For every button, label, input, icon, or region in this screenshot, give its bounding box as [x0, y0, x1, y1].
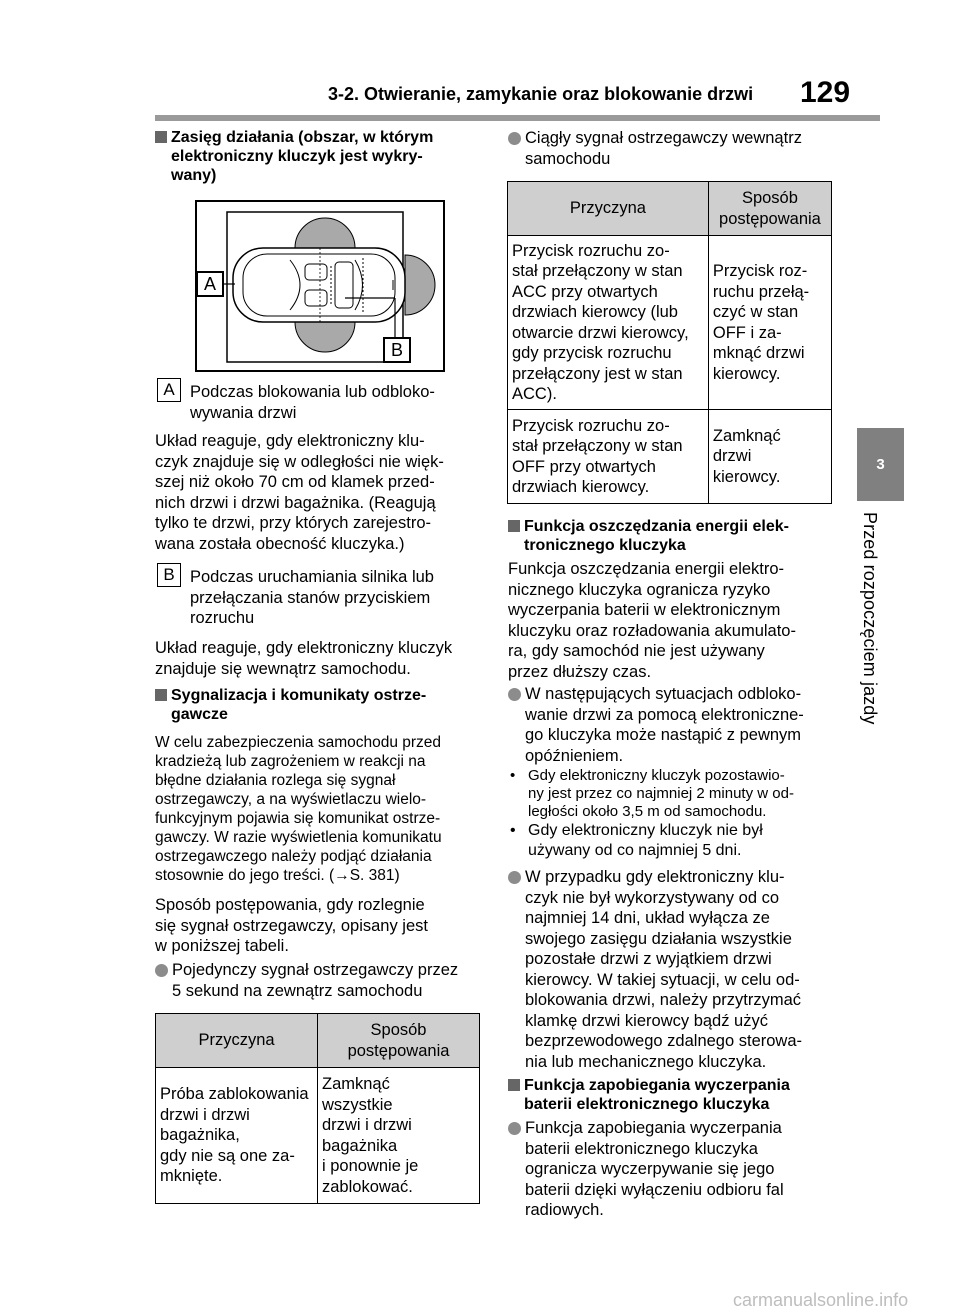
text-line: wywania drzwi	[190, 403, 297, 422]
bullet-inside	[508, 128, 838, 169]
text-line: ostrzegawczy, a na wyświetlaczu wielo-	[155, 791, 427, 808]
text-line: nicznego kluczyka ogranicza ryzyko	[508, 580, 771, 599]
text-line: używany od co najmniej 5 dni.	[528, 842, 742, 859]
watermark[interactable]: carmanualsonline.info	[733, 1290, 909, 1310]
text-line: radiowych.	[525, 1201, 604, 1219]
table-row	[508, 236, 832, 410]
table-cell-action: Zamknąć drzwi kierowcy.	[708, 410, 831, 504]
text-line: kierowcy. W takiej sytuacji, w celu od-	[525, 970, 800, 989]
text-line: swojego zasięgu działania wszystkie	[525, 929, 792, 948]
text-line: kluczyku oraz rozładowania akumulato-	[508, 621, 796, 640]
text-line: W celu zabezpieczenia samochodu przed	[155, 734, 442, 751]
table-header-cause: Przyczyna	[508, 182, 709, 236]
diagram-label-b: B	[390, 340, 404, 360]
text-line: ny jest przez co najmniej 2 minuty w od-	[528, 785, 794, 802]
text-line: ostrzegawczego należy podjąć działania	[155, 848, 432, 865]
page-number: 129	[800, 76, 851, 109]
bullet-battery-saving	[508, 1118, 838, 1221]
text-line: blokowania drzwi, należy przytrzymać	[525, 991, 802, 1009]
text-line: go kluczyka może nastąpić z pewnym	[525, 726, 802, 744]
text-line: wyczerpania baterii w elektronicznym	[508, 601, 781, 619]
text-line: Podczas uruchamiania silnika lub	[190, 568, 434, 586]
label-a-marker: A	[157, 378, 181, 402]
heading-line: Funkcja oszczędzania energii elek-	[524, 518, 789, 535]
heading-warnings	[155, 686, 481, 724]
table-header-action: Sposób postępowania	[318, 1014, 480, 1068]
paragraph-procedure	[155, 895, 485, 957]
text-line: kradzieżą lub zagrożeniem w reakcji na	[155, 753, 426, 770]
text-line: tylko te drzwi, przy których zarejestro-	[155, 514, 431, 532]
text-line: ra, gdy samochód nie jest używany	[508, 642, 765, 660]
text-line: pozostałe drzwi z wyjątkiem drzwi	[525, 950, 772, 968]
label-b-marker: B	[157, 563, 181, 587]
heading-square-icon	[508, 1079, 520, 1091]
heading-line: gawcze	[171, 706, 228, 723]
table-inside	[507, 181, 832, 504]
bullet-outside	[155, 960, 485, 1001]
text-line: Gdy elektroniczny kluczyk pozostawio-	[528, 767, 785, 784]
bullet-dot-icon	[508, 871, 521, 884]
bullet-delay	[508, 684, 838, 766]
chapter-tab	[857, 428, 904, 501]
text-line: Ciągły sygnał ostrzegawczy wewnątrz	[525, 129, 802, 147]
text-line: błędne działania rozlega się sygnał	[155, 772, 396, 789]
heading-square-icon	[155, 689, 167, 701]
text-line: opóźnieniem.	[525, 746, 624, 765]
table-cell-cause: Przycisk rozruchu zo- stał przełączony w stan ACC przy otwartych drzwiach kierowcy (lub otwarcie drzwi kierowcy, gdy przycisk rozruchu przełączony jest w stan ACC).	[508, 236, 709, 410]
text-line: W przypadku gdy elektroniczny klu-	[525, 868, 785, 886]
range-diagram	[195, 200, 445, 372]
text-line: Funkcja zapobiegania wyczerpania	[525, 1119, 782, 1137]
bullet-marker: •	[510, 822, 516, 839]
heading-line: Zasięg działania (obszar, w którym	[171, 129, 434, 146]
diagram-label-a: A	[203, 274, 217, 294]
text-line: ogranicza wyczerpywanie się jego	[525, 1160, 775, 1178]
text-line: 5 sekund na zewnątrz samochodu	[172, 981, 423, 1000]
text-line: czyk znajduje się w odległości nie więk-	[155, 452, 444, 471]
text-line: samochodu	[525, 149, 611, 168]
label-a-text	[190, 382, 480, 423]
text-line: gawczy. W razie wyświetlenia komunikatu	[155, 829, 442, 846]
text-line: się sygnał ostrzegawczy, opisany jest	[155, 916, 428, 935]
text-line: Funkcja oszczędzania energii elektro-	[508, 560, 785, 578]
table-cell-cause: Próba zablokowania drzwi i drzwi bagażnika, gdy nie są one za- mknięte.	[156, 1068, 318, 1204]
heading-line: Sygnalizacja i komunikaty ostrze-	[171, 687, 427, 704]
text-line: nia lub mechanicznego kluczyka.	[525, 1052, 767, 1071]
text-line: bezprzewodowego zdalnego sterowa-	[525, 1032, 803, 1050]
heading-line: Funkcja zapobiegania wyczerpania	[524, 1077, 790, 1094]
table-cell-action: Przycisk roz- ruchu przełą- czyć w stan OFF i za- mknąć drzwi kierowcy.	[708, 236, 831, 410]
table-row	[156, 1068, 480, 1204]
table-outside	[155, 1013, 480, 1204]
text-line: Sposób postępowania, gdy rozlegnie	[155, 896, 425, 914]
text-line: Gdy elektroniczny kluczyk nie był	[528, 822, 763, 839]
text-line: funkcyjnym pojawia się komunikat ostrze-	[155, 810, 441, 827]
heading-square-icon	[155, 131, 167, 143]
text-line: Układ reaguje, gdy elektroniczny kluczyk	[155, 639, 453, 657]
text-line: baterii elektronicznego kluczyka	[525, 1139, 758, 1158]
bullet-marker: •	[510, 767, 516, 784]
heading-battery-saving	[508, 1076, 838, 1114]
text-line: W następujących sytuacjach odbloko-	[525, 685, 802, 703]
text-line: nich drzwi i drzwi bagażnika. (Reagują	[155, 493, 436, 512]
header-rule	[155, 115, 880, 121]
bullet-14-days	[508, 867, 838, 1072]
chapter-side-text: Przed rozpoczęciem jazdy	[860, 512, 880, 725]
table-row	[508, 410, 832, 504]
text-line: czyk nie był wykorzystywany od co	[525, 888, 780, 907]
paragraph-range	[155, 431, 485, 554]
text-line: szej niż około 70 cm od klamek przed-	[155, 473, 435, 491]
heading-line: baterii elektronicznego kluczyka	[524, 1096, 770, 1113]
text-line: znajduje się wewnątrz samochodu.	[155, 659, 411, 678]
label-b-text	[190, 567, 480, 629]
page-header-title: 3-2. Otwieranie, zamykanie oraz blokowanie drzwi	[328, 84, 754, 104]
text-line: ległości około 3,5 m od samochodu.	[528, 803, 767, 820]
chapter-tab-number: 3	[876, 456, 885, 473]
text-line: rozruchu	[190, 609, 255, 627]
bullet-dot-icon	[155, 964, 168, 977]
bullet-dot-icon	[508, 1122, 521, 1135]
paragraph-inside	[155, 638, 485, 679]
text-line: baterii dzięki wyłączeniu odbioru fal	[525, 1180, 784, 1199]
heading-line: wany)	[171, 167, 217, 184]
text-line: Układ reaguje, gdy elektroniczny klu-	[155, 432, 425, 450]
text-line: przełączania stanów przyciskiem	[190, 588, 431, 607]
heading-line: elektroniczny kluczyk jest wykry-	[171, 148, 423, 165]
heading-square-icon	[508, 520, 520, 532]
subbullet-distance	[510, 767, 840, 821]
bullet-dot-icon	[508, 132, 521, 145]
text-line: stosownie do jego treści. (→S. 381)	[155, 867, 400, 884]
text-line: klamkę drzwi kierowcy bądź użyć	[525, 1011, 768, 1030]
text-line: wanie drzwi za pomocą elektroniczne-	[525, 705, 804, 724]
table-cell-cause: Przycisk rozruchu zo- stał przełączony w stan OFF przy otwartych drzwiach kierowcy.	[508, 410, 709, 504]
paragraph-warnings	[155, 733, 485, 885]
text-line: wana została obecność kluczyka.)	[155, 534, 405, 553]
table-cell-action: Zamknąć wszystkie drzwi i drzwi bagażnika i ponownie je zablokować.	[318, 1068, 480, 1204]
bullet-dot-icon	[508, 688, 521, 701]
text-line: najmniej 14 dni, układ wyłącza ze	[525, 909, 770, 927]
subbullet-unused	[510, 821, 840, 861]
heading-energy-saving	[508, 517, 838, 555]
paragraph-energy-saving	[508, 559, 838, 682]
text-line: Podczas blokowania lub odbloko-	[190, 383, 435, 401]
text-line: Pojedynczy sygnał ostrzegawczy przez	[172, 961, 459, 979]
table-header-cause: Przyczyna	[156, 1014, 318, 1068]
heading-line: tronicznego kluczyka	[524, 537, 686, 554]
table-header-action: Sposób postępowania	[708, 182, 831, 236]
text-line: w poniższej tabeli.	[155, 937, 289, 955]
text-line: przez dłuższy czas.	[508, 662, 652, 681]
heading-range	[155, 128, 481, 185]
